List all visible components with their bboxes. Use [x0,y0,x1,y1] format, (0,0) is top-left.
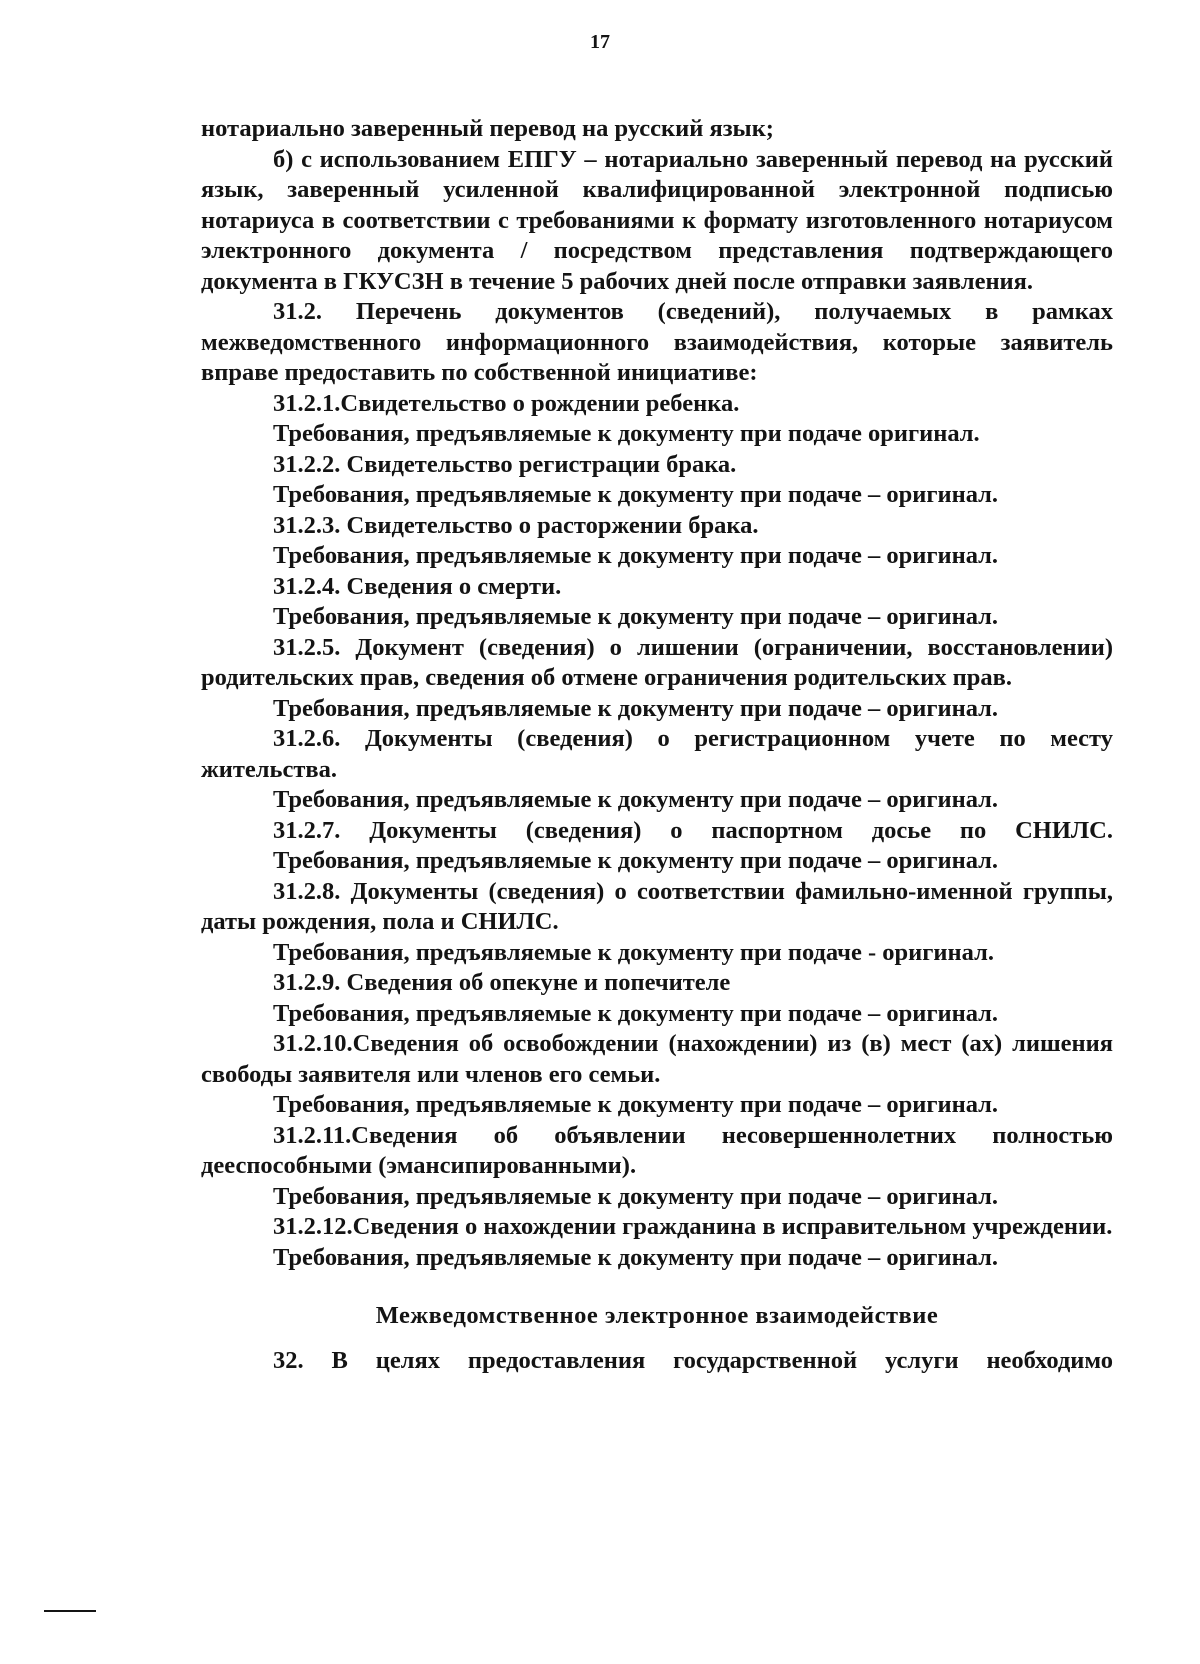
requirement-line: Требования, предъявляемые к документу при подаче – оригинал. [273,603,999,630]
requirement-line: Требования, предъявляемые к документу при подаче – оригинал. [273,786,999,813]
section-heading: Межведомственное электронное взаимодействие [375,1302,939,1329]
list-item: 31.2.5. Документ (сведения) о лишении (ограничении, восстановлении) родительских прав, сведения об отмене ограничения родительских прав. [201,633,1113,691]
list-item: 31.2.9. Сведения об опекуне и попечителе [273,969,731,996]
requirement-line: Требования, предъявляемые к документу при подаче – оригинал. [273,847,999,874]
list-item: 31.2.11.Сведения об объявлении несовершеннолетних полностью дееспособными (эмансипированными). [201,1121,1113,1179]
list-item: 31.2.12.Сведения о нахождении гражданина в исправительном учреждении. [273,1213,1113,1240]
requirement-line: Требования, предъявляемые к документу при подаче оригинал. [273,420,980,447]
paragraph: 31.2. Перечень документов (сведений), получаемых в рамках межведомственного информационного взаимодействия, которые заявитель вправе предоставить по собственной инициативе: [201,298,1113,386]
list-item: 31.2.4. Сведения о смерти. [273,572,562,600]
paragraph: б) с использованием ЕПГУ – нотариально заверенный перевод на русский язык, заверенный усиленной квалифицированной электронной подписью нотариуса в соответствии с требованиями к формату изготовленного нотариусом электронного документа / посредством представления подтверждающего документа в ГКУСЗН в течение 5 рабочих дней после отправки заявления. [201,145,1113,295]
requirement-line: Требования, предъявляемые к документу при подаче – оригинал. [273,1243,999,1271]
list-item: 31.2.8. Документы (сведения) о соответствии фамильно-именной группы, даты рождения, пола и СНИЛС. [201,877,1113,935]
list-item: 31.2.10.Сведения об освобождении (нахождении) из (в) мест (ах) лишения свободы заявителя или членов его семьи. [201,1030,1113,1088]
requirement-line: Требования, предъявляемые к документу при подаче – оригинал. [273,1182,999,1210]
requirement-line: Требования, предъявляемые к документу при подаче – оригинал. [273,481,999,508]
requirement-line: Требования, предъявляемые к документу при подаче – оригинал. [273,999,999,1027]
paragraph: 32. В целях предоставления государственной услуги необходимо [273,1346,1113,1374]
list-item: 31.2.6. Документы (сведения) о регистрационном учете по месту жительства. [201,725,1113,783]
page-number: 17 [590,31,610,53]
list-item: 31.2.2. Свидетельство регистрации брака. [273,450,737,478]
requirement-line: Требования, предъявляемые к документу при подаче - оригинал. [273,938,994,966]
footnote-rule [44,1610,96,1612]
paragraph: нотариально заверенный перевод на русский язык; [201,115,774,142]
requirement-line: Требования, предъявляемые к документу при подаче – оригинал. [273,694,999,722]
requirement-line: Требования, предъявляемые к документу при подаче – оригинал. [273,1091,999,1118]
list-item: 31.2.7. Документы (сведения) о паспортном досье по СНИЛС. [273,816,1113,844]
list-item: 31.2.1.Свидетельство о рождении ребенка. [273,389,740,417]
requirement-line: Требования, предъявляемые к документу при подаче – оригинал. [273,542,999,569]
document-body [201,114,1113,1376]
list-item: 31.2.3. Свидетельство о расторжении брака. [273,511,759,539]
